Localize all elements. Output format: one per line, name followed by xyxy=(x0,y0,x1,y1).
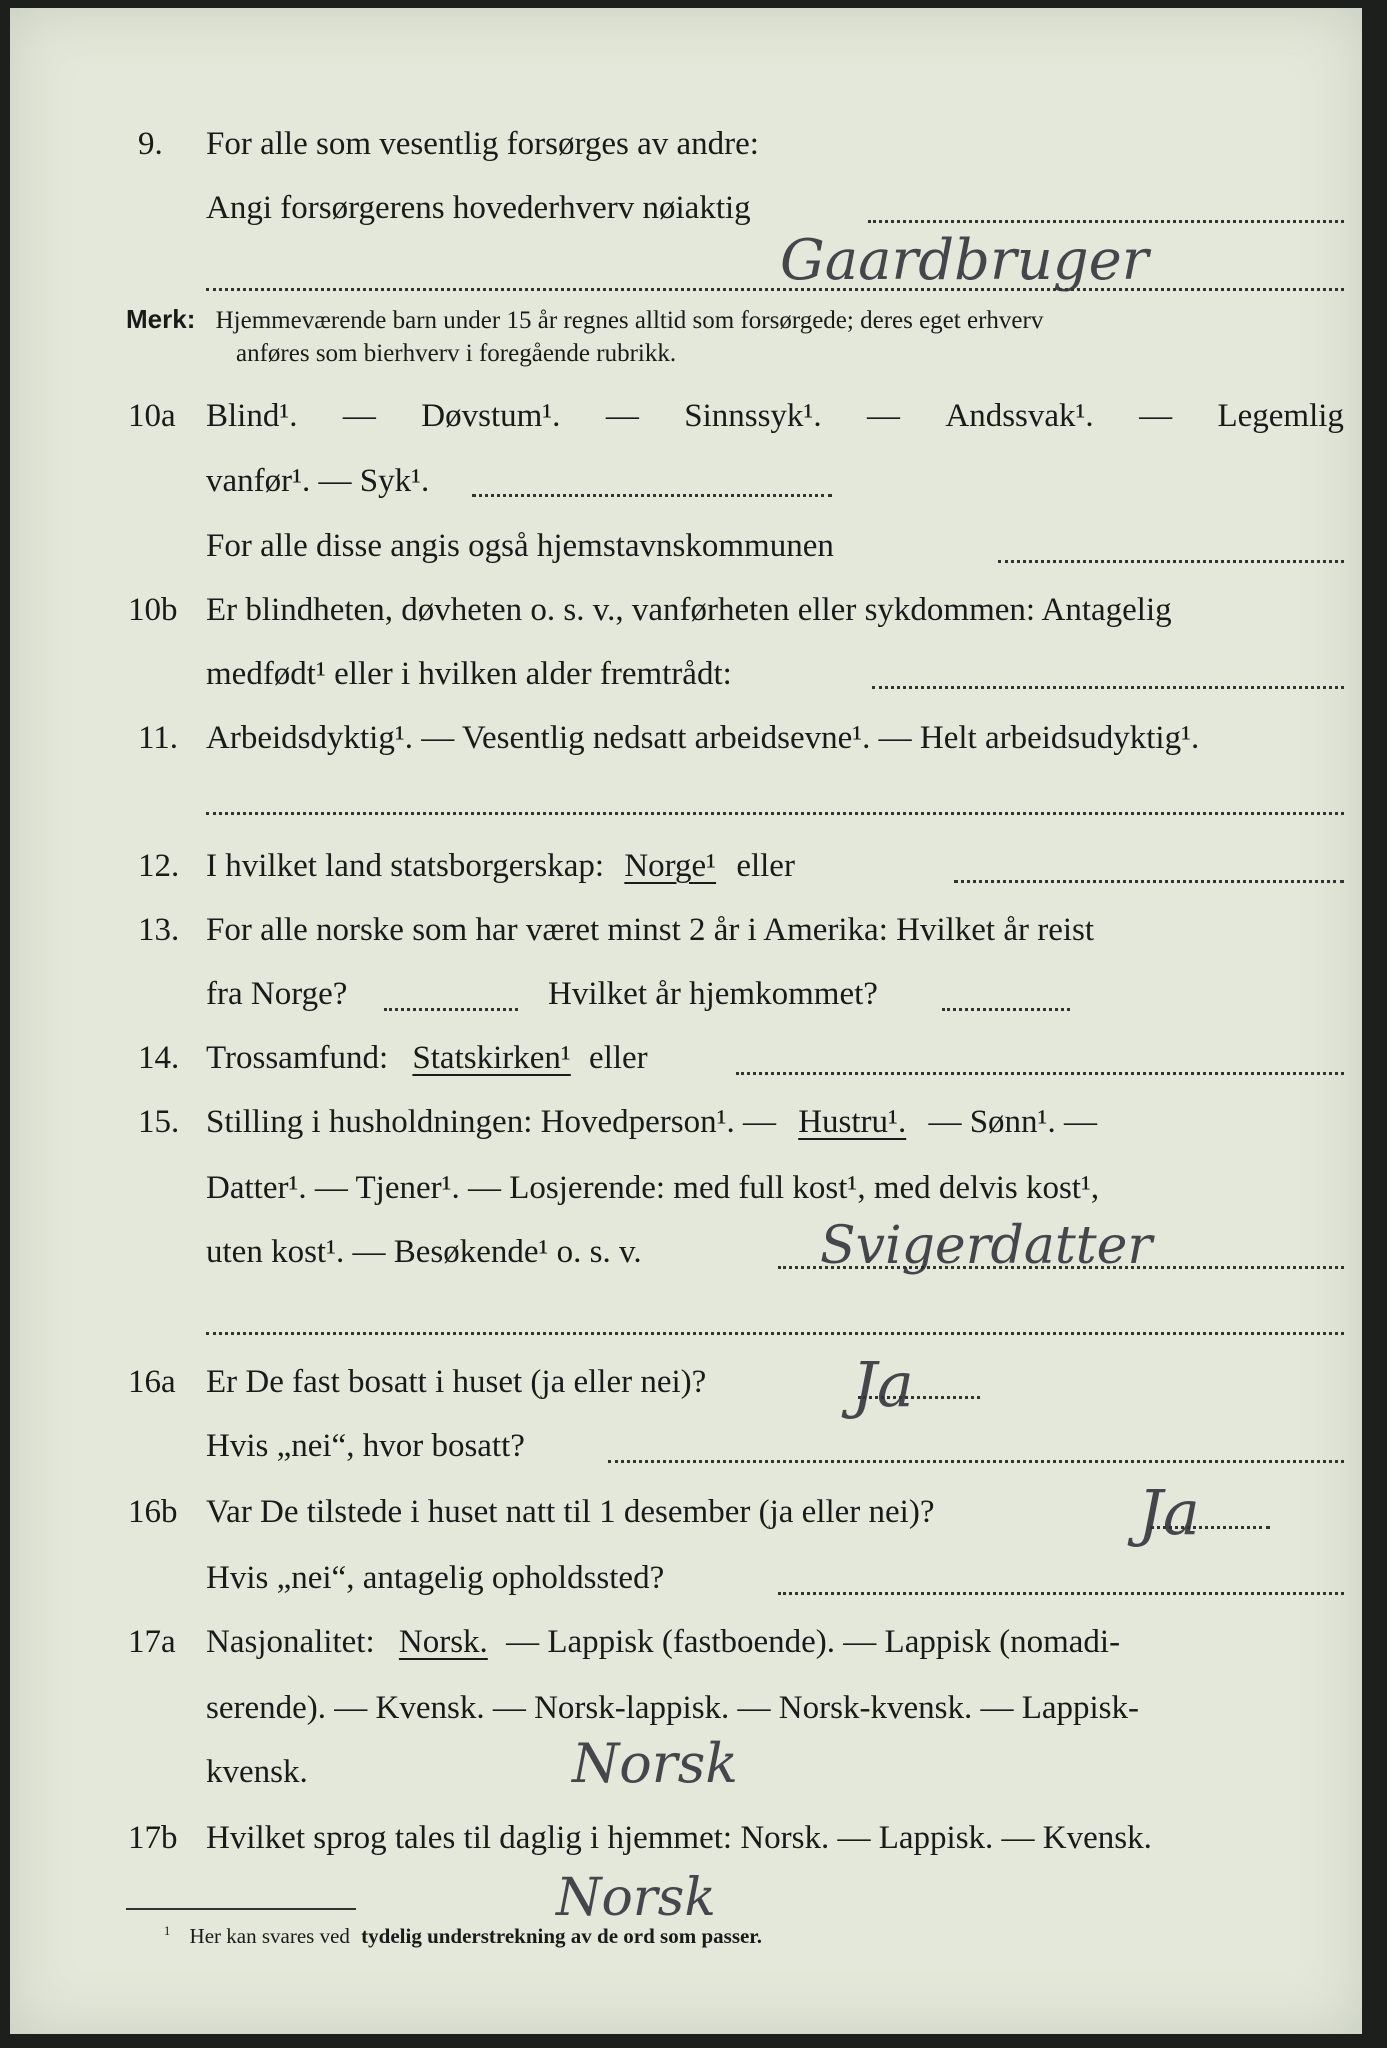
q16a-handwritten-answer: Ja xyxy=(852,1348,914,1421)
q12-pre: I hvilket land statsborgerskap: xyxy=(206,848,605,884)
q15-line1a: Stilling i husholdningen: Hovedperson¹. — xyxy=(206,1104,776,1140)
q12-answer-line xyxy=(954,880,1344,883)
q10b-alder-line xyxy=(872,686,1344,689)
q14-text xyxy=(206,1040,648,1077)
q16a-line2: Hvis „nei“, hvor bosatt? xyxy=(206,1428,525,1464)
q13-reist-line xyxy=(384,1008,518,1011)
q13-line1: For alle norske som har været minst 2 år i Amerika: Hvilket år reist xyxy=(206,912,1095,948)
merk-label: Merk: xyxy=(126,304,196,334)
q13-line2a: fra Norge? xyxy=(206,976,348,1012)
q16a-number: 16a xyxy=(128,1364,176,1400)
footnote xyxy=(164,1924,762,1949)
q10a-sinnssyk: Sinnssyk¹. xyxy=(684,398,822,434)
q16b-opholdssted-line xyxy=(778,1592,1344,1595)
q15-line1b: — Sønn¹. — xyxy=(928,1104,1097,1140)
census-form-page xyxy=(10,8,1362,2034)
q15-line2: Datter¹. — Tjener¹. — Losjerende: med full kost¹, med delvis kost¹, xyxy=(206,1170,1100,1206)
q10a-dash1: — xyxy=(342,398,376,434)
q10a-dash2: — xyxy=(605,398,639,434)
q9-answer-line2 xyxy=(206,288,1344,291)
q10b-line1: Er blindheten, døvheten o. s. v., vanførheten eller sykdommen: Antagelig xyxy=(206,592,1172,628)
q17a-line1 xyxy=(206,1624,1120,1661)
q12-number: 12. xyxy=(138,848,180,884)
q10b-number: 10b xyxy=(128,592,178,628)
q12-text xyxy=(206,848,795,885)
q17b-line1: Hvilket sprog tales til daglig i hjemmet: Norsk. — Lappisk. — Kvensk. xyxy=(206,1820,1152,1856)
q15-hustru-underlined: Hustru¹. xyxy=(798,1104,907,1140)
q17a-line1a: Nasjonalitet: xyxy=(206,1624,375,1660)
q17a-number: 17a xyxy=(128,1624,176,1660)
q12-post: eller xyxy=(736,848,795,884)
q13-number: 13. xyxy=(138,912,180,948)
q10a-hjemstavn-line xyxy=(998,560,1344,563)
q9-answer-line1 xyxy=(868,220,1344,223)
q13-hjemkommet-line xyxy=(942,1008,1070,1011)
q11-answer-line xyxy=(206,812,1344,815)
q10a-line3: For alle disse angis også hjemstavnskommunen xyxy=(206,528,834,564)
q10a-dovstum: Døvstum¹. xyxy=(421,398,561,434)
q16a-line1: Er De fast bosatt i huset (ja eller nei)? xyxy=(206,1364,707,1400)
footnote-bold: tydelig understrekning av de ord som passer. xyxy=(361,1924,762,1948)
q12-norge-underlined: Norge¹ xyxy=(624,848,717,884)
merk-line1 xyxy=(126,304,1043,335)
q17a-line2: serende). — Kvensk. — Norsk-lappisk. — Norsk-kvensk. — Lappisk- xyxy=(206,1690,1140,1726)
q10a-dash3: — xyxy=(866,398,900,434)
merk-text2: anføres som bierhverv i foregående rubrikk. xyxy=(236,340,677,367)
q9-number: 9. xyxy=(138,126,163,162)
q10b-line2: medfødt¹ eller i hvilken alder fremtrådt: xyxy=(206,656,732,692)
q16a-bosatt-line xyxy=(608,1460,1344,1463)
q16b-handwritten-answer: Ja xyxy=(1138,1476,1200,1549)
q14-post: eller xyxy=(589,1040,648,1076)
q17b-handwritten-answer: Norsk xyxy=(556,1868,716,1928)
q16b-line1: Var De tilstede i huset natt til 1 desember (ja eller nei)? xyxy=(206,1494,935,1530)
q10a-line1 xyxy=(206,398,1344,435)
q17a-line1b: — Lappisk (fastboende). — Lappisk (nomadi- xyxy=(506,1624,1121,1660)
q9-line1: For alle som vesentlig forsørges av andre: xyxy=(206,126,759,162)
q15-handwritten-answer: Svigerdatter xyxy=(820,1216,1153,1276)
merk-text1: Hjemmeværende barn under 15 år regnes alltid som forsørgede; deres eget erhverv xyxy=(215,307,1044,334)
q10a-blind: Blind¹. xyxy=(206,398,298,434)
q10a-syk-line xyxy=(472,494,832,497)
q10a-andssvak: Andssvak¹. xyxy=(945,398,1094,434)
q16b-line2: Hvis „nei“, antagelig opholdssted? xyxy=(206,1560,665,1596)
q17b-number: 17b xyxy=(128,1820,178,1856)
q10a-legemlig: Legemlig xyxy=(1217,398,1344,434)
q11-line1: Arbeidsdyktig¹. — Vesentlig nedsatt arbeidsevne¹. — Helt arbeidsudyktig¹. xyxy=(206,720,1200,756)
footnote-rule xyxy=(126,1908,356,1910)
q9-handwritten-answer: Gaardbruger xyxy=(780,228,1149,293)
q17a-norsk-underlined: Norsk. xyxy=(398,1624,488,1660)
q13-line2b: Hvilket år hjemkommet? xyxy=(548,976,878,1012)
q15-line1 xyxy=(206,1104,1097,1141)
q9-line2: Angi forsørgerens hovederhverv nøiaktig xyxy=(206,190,751,226)
q11-number: 11. xyxy=(138,720,179,756)
q14-statskirken-underlined: Statskirken¹ xyxy=(412,1040,571,1076)
q16b-number: 16b xyxy=(128,1494,178,1530)
q17a-line3: kvensk. xyxy=(206,1754,308,1790)
footnote-mark: 1 xyxy=(164,1924,171,1938)
q15-line3: uten kost¹. — Besøkende¹ o. s. v. xyxy=(206,1234,642,1270)
q10a-dash4: — xyxy=(1139,398,1173,434)
q15-answer-line2 xyxy=(206,1332,1344,1335)
q10a-line2: vanfør¹. — Syk¹. xyxy=(206,463,430,499)
q17a-handwritten-answer: Norsk xyxy=(572,1732,739,1795)
q16a-answer-line xyxy=(858,1396,980,1399)
q15-number: 15. xyxy=(138,1104,180,1140)
q10a-number: 10a xyxy=(128,398,176,434)
q14-number: 14. xyxy=(138,1040,180,1076)
q14-answer-line xyxy=(736,1072,1344,1075)
q16b-answer-line xyxy=(1150,1526,1270,1529)
footnote-pre: Her kan svares ved xyxy=(189,1924,350,1948)
q14-pre: Trossamfund: xyxy=(206,1040,389,1076)
